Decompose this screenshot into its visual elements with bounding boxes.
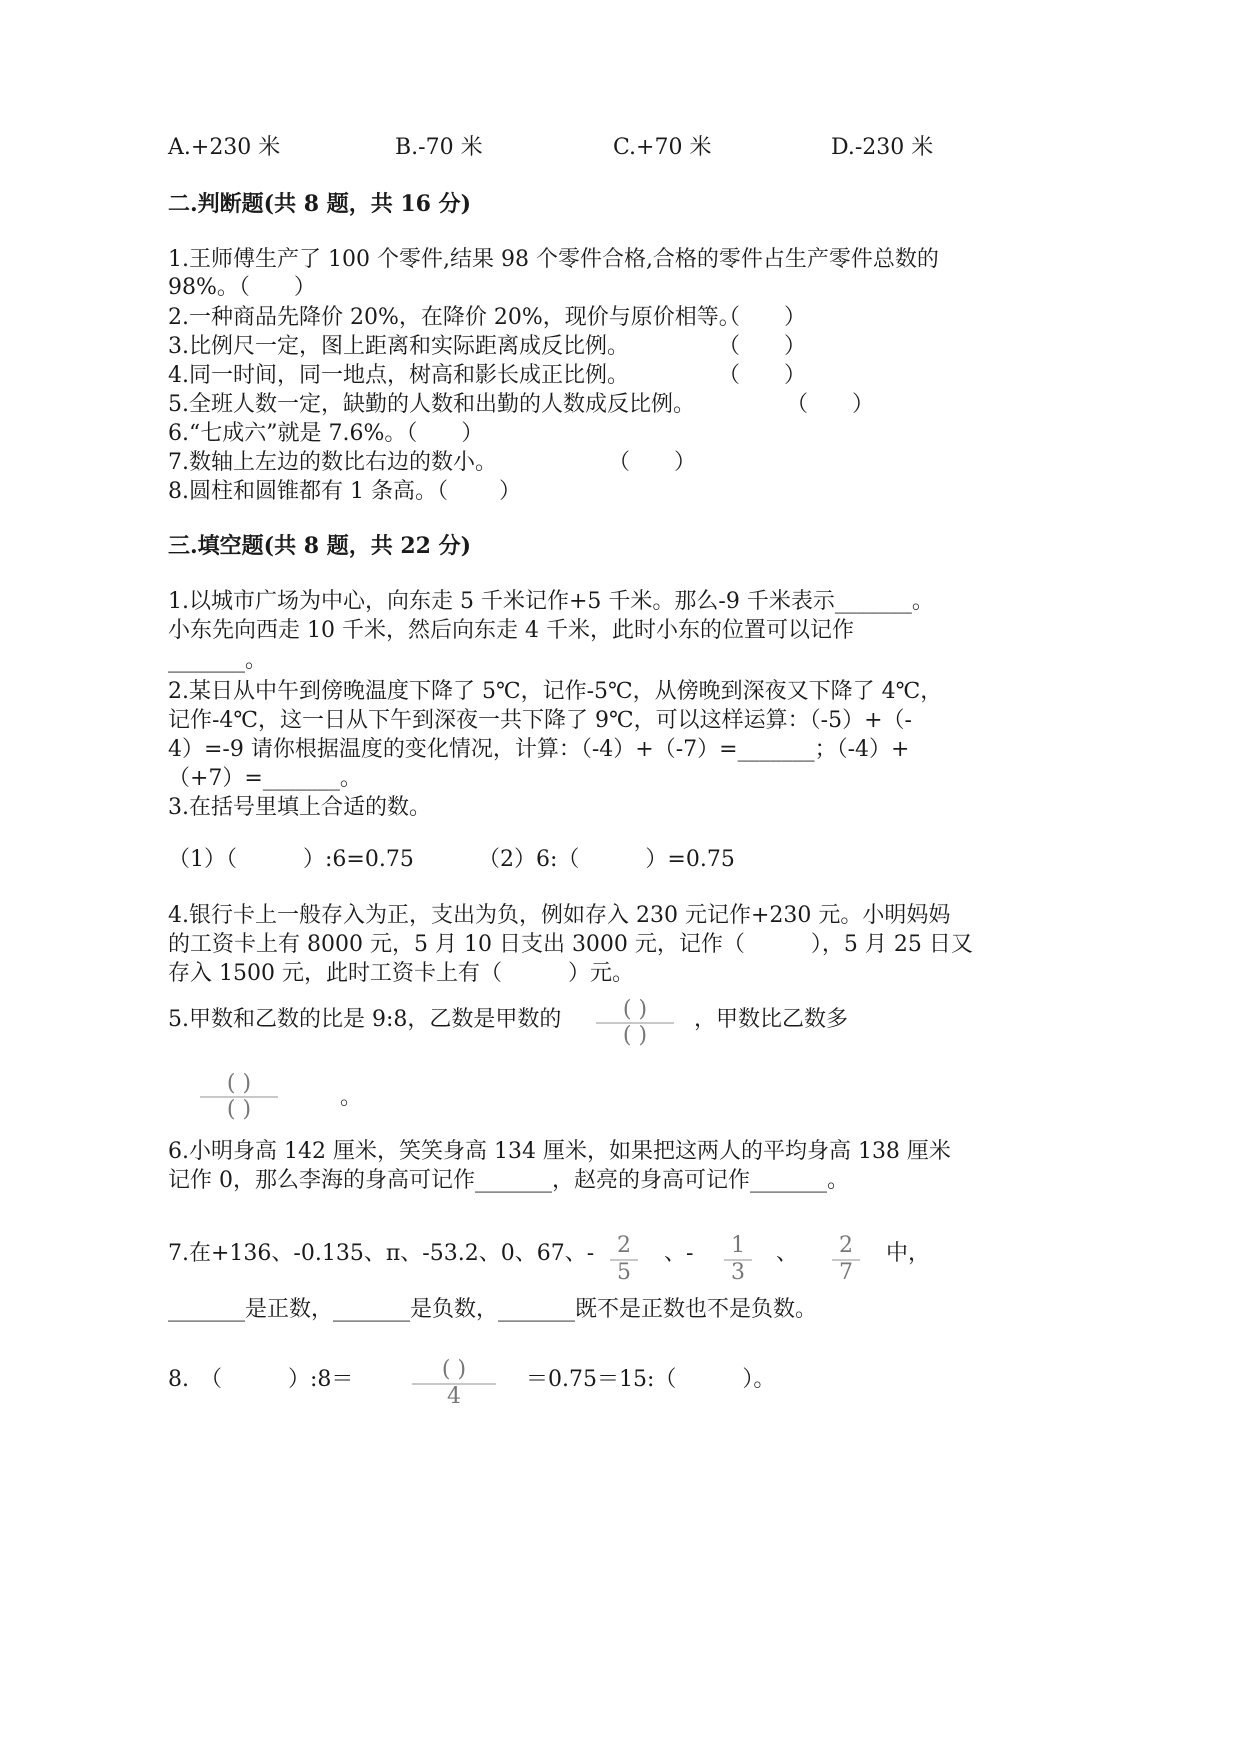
- s2-q1-line1: 1.王师傅生产了 100 个零件,结果 98 个零件合格,合格的零件占生产零件总数的: [168, 247, 939, 272]
- q5-fraction-1-denominator: ( ): [622, 1023, 648, 1048]
- option-c: C.+70 米: [613, 135, 712, 160]
- s3-q8-text1: 8. （ ）:8＝: [168, 1367, 354, 1392]
- s3-q2-line4: （+7）=_______。: [168, 766, 362, 791]
- q7-fraction-numerator: 2: [839, 1233, 853, 1258]
- q7-fraction-denominator: 3: [731, 1260, 745, 1285]
- s3-q2-line3: 4）=-9 请你根据温度的变化情况，计算：（-4）+（-7）=_______；（-4）+: [168, 737, 910, 762]
- s3-q2-line1: 2.某日从中午到傍晚温度下降了 5℃，记作-5℃，从傍晚到深夜又下降了 4℃，: [168, 679, 943, 704]
- q5-fraction-2: [200, 1072, 278, 1124]
- q8-fraction-numerator: ( ): [441, 1357, 467, 1382]
- s2-q2: 2.一种商品先降价 20%，在降价 20%，现价与原价相等。: [168, 305, 741, 330]
- q7-fraction-1-3: [724, 1234, 752, 1286]
- s2-q5-paren: （ ）: [786, 392, 875, 417]
- s2-q4-paren: （ ）: [718, 363, 807, 388]
- s2-q7: 7.数轴上左边的数比右边的数小。: [168, 450, 497, 475]
- section3-heading: 三.填空题(共 8 题，共 22 分): [168, 533, 472, 559]
- q7-fraction-2-5: [610, 1234, 638, 1286]
- s3-q6-line1: 6.小明身高 142 厘米，笑笑身高 134 厘米，如果把这两人的平均身高 138 厘米: [168, 1139, 951, 1164]
- s3-q1-line2: 小东先向西走 10 千米，然后向东走 4 千米，此时小东的位置可以记作: [168, 618, 854, 643]
- s3-q6-line2: 记作 0，那么李海的身高可记作_______，赵亮的身高可记作_______。: [168, 1168, 849, 1193]
- q7-fraction-denominator: 7: [839, 1260, 853, 1285]
- q7-fraction-denominator: 5: [617, 1260, 631, 1285]
- s3-q4-line3: 存入 1500 元，此时工资卡上有（ ）元。: [168, 961, 634, 986]
- q5-fraction-1-numerator: ( ): [622, 997, 648, 1022]
- s3-q1-line3: _______。: [168, 648, 268, 673]
- s3-q8-text2: ＝0.75＝15:（ ）。: [526, 1367, 776, 1392]
- s3-q7-sep1: 、-: [664, 1241, 694, 1266]
- s2-q8: 8.圆柱和圆锥都有 1 条高。（ ）: [168, 479, 521, 504]
- q7-fraction-2-7: [832, 1234, 860, 1286]
- q8-fraction-denominator: 4: [447, 1384, 461, 1409]
- s3-q7-line2: _______是正数，_______是负数，_______既不是正数也不是负数。: [168, 1297, 818, 1322]
- s2-q1-line2: 98%。（ ）: [168, 275, 316, 300]
- q7-fraction-numerator: 1: [731, 1233, 745, 1258]
- s3-q4-line2: 的工资卡上有 8000 元，5 月 10 日支出 3000 元，记作（ ），5 月 25 日又: [168, 932, 973, 957]
- s2-q2-paren: （ ）: [718, 305, 807, 330]
- s2-q3-paren: （ ）: [718, 334, 807, 359]
- s3-q3-part1: （1）（ ）:6=0.75: [168, 847, 414, 872]
- s2-q4: 4.同一时间，同一地点，树高和影长成正比例。: [168, 363, 629, 388]
- s3-q5-text2: ，甲数比乙数多: [694, 1007, 849, 1032]
- s2-q3: 3.比例尺一定，图上距离和实际距离成反比例。: [168, 334, 629, 359]
- s3-q2-line2: 记作-4℃，这一日从下午到深夜一共下降了 9℃，可以这样运算：（-5）+（-: [168, 708, 912, 733]
- s2-q7-paren: （ ）: [608, 450, 697, 475]
- option-d: D.-230 米: [831, 135, 934, 160]
- s3-q7-text1: 7.在+136、-0.135、π、-53.2、0、67、-: [168, 1241, 595, 1266]
- q5-fraction-2-denominator: ( ): [226, 1097, 252, 1122]
- s3-q7-sep2: 、: [776, 1241, 799, 1266]
- s3-q7-end: 中，: [886, 1241, 931, 1266]
- s3-q4-line1: 4.银行卡上一般存入为正，支出为负，例如存入 230 元记作+230 元。小明妈妈: [168, 903, 951, 928]
- s3-q3-line1: 3.在括号里填上合适的数。: [168, 795, 431, 820]
- s2-q6: 6.“七成六”就是 7.6%。（ ）: [168, 421, 484, 446]
- s3-q5-text1: 5.甲数和乙数的比是 9:8，乙数是甲数的: [168, 1007, 562, 1032]
- s3-q5-end: 。: [340, 1085, 363, 1110]
- option-b: B.-70 米: [395, 135, 483, 160]
- s3-q3-part2: （2）6:（ ）=0.75: [478, 847, 735, 872]
- section2-heading: 二.判断题(共 8 题，共 16 分): [168, 191, 472, 217]
- q7-fraction-numerator: 2: [617, 1233, 631, 1258]
- option-a: A.+230 米: [168, 135, 281, 160]
- q5-fraction-2-numerator: ( ): [226, 1071, 252, 1096]
- q5-fraction-1: [596, 998, 674, 1050]
- s2-q5: 5.全班人数一定，缺勤的人数和出勤的人数成反比例。: [168, 392, 695, 417]
- q8-fraction: [412, 1358, 496, 1410]
- s3-q1-line1: 1.以城市广场为中心，向东走 5 千米记作+5 千米。那么-9 千米表示_______。: [168, 589, 934, 614]
